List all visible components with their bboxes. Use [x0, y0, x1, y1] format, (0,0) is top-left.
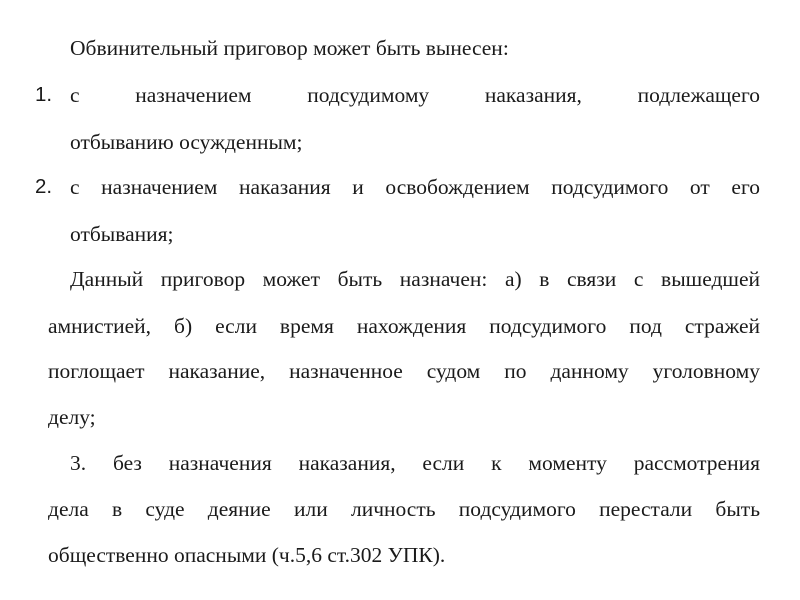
list-number-2: 2. — [35, 175, 53, 198]
paragraph-1-line-4: делу; — [48, 405, 96, 429]
paragraph-1-line-2: амнистией, б) если время нахождения подсудимого под стражей — [48, 314, 760, 338]
paragraph-1-line-1: Данный приговор может быть назначен: а) в связи с вышедшей — [70, 267, 760, 291]
list-number-1: 1. — [35, 83, 53, 106]
paragraph-2-line-2: дела в суде деяние или личность подсудимого перестали быть — [48, 497, 760, 521]
paragraph-1-line-3: поглощает наказание, назначенное судом по данному уголовному — [48, 359, 760, 383]
list-item-2-line-2: отбывания; — [70, 222, 174, 246]
paragraph-2-line-1: 3. без назначения наказания, если к моменту рассмотрения — [70, 451, 760, 475]
list-item-1-line-1: с назначением подсудимому наказания, подлежащего — [70, 83, 760, 107]
list-item-2-line-1: с назначением наказания и освобождением подсудимого от его — [70, 175, 760, 199]
paragraph-2-line-3: общественно опасными (ч.5,6 ст.302 УПК). — [48, 543, 446, 567]
intro-text: Обвинительный приговор может быть вынесен: — [70, 36, 509, 60]
list-item-1-line-2: отбыванию осужденным; — [70, 130, 303, 154]
